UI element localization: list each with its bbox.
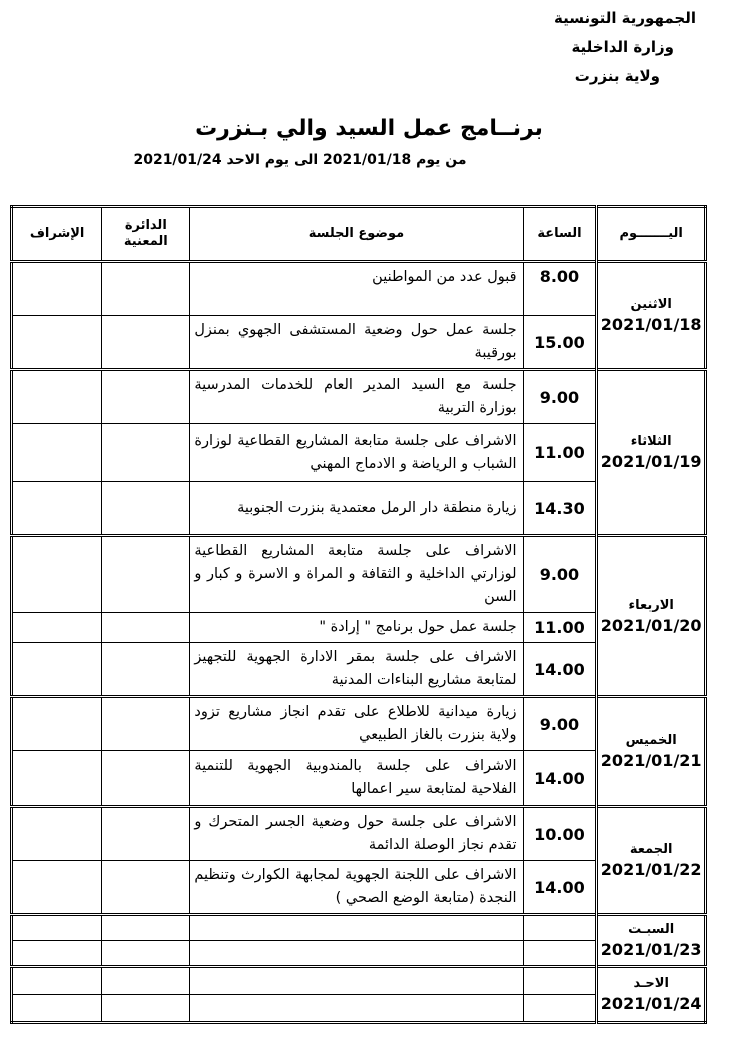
col-header-day: اليـــــــوم xyxy=(597,207,706,262)
subject-cell: الاشراف على جلسة بمقر الادارة الجهوية للتجهيز لمتابعة مشاريع البناءات المدنية xyxy=(190,643,523,697)
time-cell: 14.00 xyxy=(523,751,597,807)
supervision-cell xyxy=(12,316,102,370)
subject-cell: الاشراف على جلسة بالمندوبية الجهوية للتنمية الفلاحية لمتابعة سير اعمالها xyxy=(190,751,523,807)
schedule-table xyxy=(10,205,707,1024)
time-cell: 14.00 xyxy=(523,643,597,697)
subject-cell: جلسة عمل حول برنامج " إرادة " xyxy=(190,613,523,643)
letterhead-republic: الجمهورية التونسية xyxy=(554,9,696,27)
dept-cell xyxy=(102,751,190,807)
dept-cell xyxy=(102,424,190,482)
subject-cell: زيارة منطقة دار الرمل معتمدية بنزرت الجنوبية xyxy=(190,482,523,536)
day-cell xyxy=(597,697,706,807)
day-name: الثلاثاء xyxy=(630,434,672,449)
subject-cell xyxy=(190,941,523,967)
dept-cell xyxy=(102,995,190,1023)
dept-cell xyxy=(102,643,190,697)
day-cell xyxy=(597,262,706,370)
page-title: برنــامج عمل السيد والي بـنزرت xyxy=(195,116,543,141)
table-row xyxy=(12,807,706,861)
table-row xyxy=(12,370,706,424)
supervision-cell xyxy=(12,643,102,697)
supervision-cell xyxy=(12,424,102,482)
time-cell: 11.00 xyxy=(523,613,597,643)
day-cell xyxy=(597,807,706,915)
table-row xyxy=(12,967,706,995)
subject-cell xyxy=(190,967,523,995)
dept-cell xyxy=(102,967,190,995)
day-group-monday xyxy=(12,262,706,370)
supervision-cell xyxy=(12,697,102,751)
time-cell: 11.00 xyxy=(523,424,597,482)
day-date: 2021/01/22 xyxy=(600,860,702,879)
dept-cell xyxy=(102,262,190,316)
day-date: 2021/01/21 xyxy=(600,751,702,770)
day-date: 2021/01/18 xyxy=(600,315,702,334)
supervision-cell xyxy=(12,262,102,316)
dept-cell xyxy=(102,941,190,967)
day-cell xyxy=(597,915,706,967)
supervision-cell xyxy=(12,861,102,915)
subject-cell: قبول عدد من المواطنين xyxy=(190,262,523,316)
day-date: 2021/01/23 xyxy=(600,940,702,959)
supervision-cell xyxy=(12,807,102,861)
subject-cell: الاشراف على اللجنة الجهوية لمجابهة الكوارث وتنظيم النجدة (متابعة الوضع الصحي ) xyxy=(190,861,523,915)
subject-cell: جلسة عمل حول وضعية المستشفى الجهوي بمنزل بورقيبة xyxy=(190,316,523,370)
col-header-subject: موضوع الجلسة xyxy=(190,207,523,262)
time-cell xyxy=(523,941,597,967)
supervision-cell xyxy=(12,751,102,807)
day-group-sunday xyxy=(12,967,706,1023)
subject-cell xyxy=(190,915,523,941)
supervision-cell xyxy=(12,536,102,613)
table-row xyxy=(12,536,706,613)
page-subtitle: من يوم 2021/01/18 الى يوم الاحد 2021/01/24 xyxy=(133,152,467,168)
day-group-thursday xyxy=(12,697,706,807)
day-group-friday xyxy=(12,807,706,915)
day-name: السبـت xyxy=(628,922,675,937)
dept-cell xyxy=(102,807,190,861)
time-cell: 9.00 xyxy=(523,536,597,613)
time-cell: 10.00 xyxy=(523,807,597,861)
subject-cell: الاشراف على جلسة متابعة المشاريع القطاعية لوزارة الشباب و الرياضة و الادماج المهني xyxy=(190,424,523,482)
day-name: الاربعاء xyxy=(628,597,674,613)
time-cell: 14.00 xyxy=(523,861,597,915)
col-header-time: الساعة xyxy=(523,207,597,262)
supervision-cell xyxy=(12,370,102,424)
day-group-wednesday xyxy=(12,536,706,697)
time-cell xyxy=(523,967,597,995)
table-row xyxy=(12,915,706,941)
subject-cell: جلسة مع السيد المدير العام للخدمات المدرسية بوزارة التربية xyxy=(190,370,523,424)
subject-cell xyxy=(190,995,523,1023)
day-group-tuesday xyxy=(12,370,706,536)
subject-cell: الاشراف على جلسة حول وضعية الجسر المتحرك و تقدم نجاز الوصلة الدائمة xyxy=(190,807,523,861)
letterhead-ministry: وزارة الداخلية xyxy=(571,38,674,56)
dept-cell xyxy=(102,915,190,941)
table-row xyxy=(12,697,706,751)
time-cell: 8.00 xyxy=(523,262,597,316)
supervision-cell xyxy=(12,967,102,995)
col-header-supervision: الإشراف xyxy=(12,207,102,262)
time-cell: 15.00 xyxy=(523,316,597,370)
dept-cell xyxy=(102,316,190,370)
table-header-row xyxy=(12,207,706,262)
day-cell xyxy=(597,967,706,1023)
supervision-cell xyxy=(12,941,102,967)
col-header-dept: الدائرة المعنية xyxy=(102,207,190,262)
day-date: 2021/01/24 xyxy=(600,994,702,1013)
day-cell xyxy=(597,370,706,536)
time-cell: 9.00 xyxy=(523,697,597,751)
day-cell xyxy=(597,536,706,697)
day-name: الجمعة xyxy=(629,842,673,857)
dept-cell xyxy=(102,536,190,613)
time-cell xyxy=(523,995,597,1023)
table-row xyxy=(12,262,706,316)
letterhead xyxy=(554,4,696,91)
dept-cell xyxy=(102,482,190,536)
dept-cell xyxy=(102,370,190,424)
supervision-cell xyxy=(12,995,102,1023)
supervision-cell xyxy=(12,915,102,941)
dept-cell xyxy=(102,697,190,751)
day-name: الاحـد xyxy=(633,976,669,991)
dept-cell xyxy=(102,613,190,643)
supervision-cell xyxy=(12,482,102,536)
time-cell xyxy=(523,915,597,941)
subject-cell: الاشراف على جلسة متابعة المشاريع القطاعية لوزارتي الداخلية و الثقافة و المراة و الاسرة و كبار و السن xyxy=(190,536,523,613)
supervision-cell xyxy=(12,613,102,643)
day-name: الخميس xyxy=(625,733,677,748)
day-group-saturday xyxy=(12,915,706,967)
time-cell: 9.00 xyxy=(523,370,597,424)
subject-cell: زيارة ميدانية للاطلاع على تقدم انجاز مشاريع تزود ولاية بنزرت بالغاز الطبيعي xyxy=(190,697,523,751)
time-cell: 14.30 xyxy=(523,482,597,536)
dept-cell xyxy=(102,861,190,915)
letterhead-governorate: ولاية بنزرت xyxy=(574,67,660,85)
day-date: 2021/01/19 xyxy=(600,452,702,471)
day-name: الاثنين xyxy=(630,297,672,312)
day-date: 2021/01/20 xyxy=(600,615,702,635)
schedule-sheet xyxy=(10,205,707,1024)
